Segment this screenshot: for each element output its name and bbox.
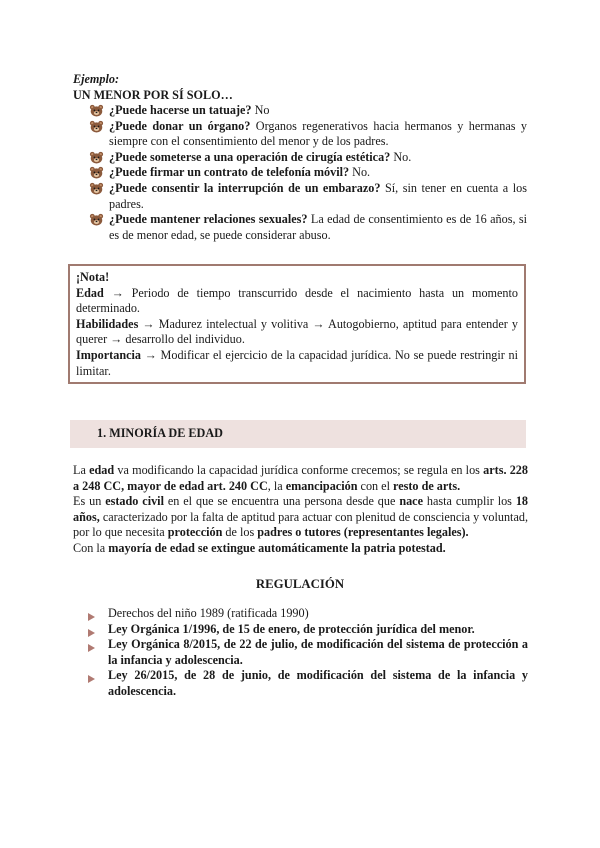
question-text: ¿Puede hacerse un tatuaje? (109, 103, 252, 117)
answer-text: Sí, sin tener en cuenta a los padres. (109, 180, 527, 211)
question-list (89, 103, 527, 243)
bear-bullet-icon (89, 120, 104, 133)
text-run: La (73, 463, 90, 477)
regulation-list (88, 606, 528, 700)
text-run: 18 años, (73, 494, 529, 524)
note-box (68, 264, 526, 384)
question-text: ¿Puede firmar un contrato de telefonía móvil? (109, 165, 350, 180)
question-text: ¿Puede donar un órgano? (109, 118, 251, 133)
note-definition: → Modificar el ejercicio de la capacidad jurídica. No se puede restringir ni limitar. (76, 347, 518, 378)
question-text: ¿Puede someterse a una operación de cirugía estética? (109, 149, 391, 164)
example-header (73, 72, 533, 103)
list-item (89, 103, 527, 119)
note-definition: → Periodo de tiempo transcurrido desde el nacimiento hasta un momento determinado. (76, 285, 518, 316)
regulation-text: Derechos del niño 1989 (ratificada 1990) (108, 606, 309, 620)
regulation-title: REGULACIÓN (255, 577, 345, 591)
bear-bullet-icon (89, 166, 104, 179)
note-item-habilidades (76, 317, 518, 348)
text-run: en el que se encuentra una persona desde que (163, 494, 400, 509)
regulation-text: Ley Orgánica 8/2015, de 22 de julio, de modificación del sistema de protección a la infancia y adolescencia. (108, 637, 528, 667)
triangle-bullet-icon (88, 610, 95, 618)
list-item (89, 181, 527, 212)
text-run: va modificando la capacidad jurídica conforme crecemos; se regula en los (114, 463, 484, 477)
text-run: padres o tutores (representantes legales). (257, 525, 469, 540)
example-label: Ejemplo: (73, 72, 120, 86)
body-text (73, 463, 528, 557)
answer-text: No (251, 103, 270, 117)
list-item (89, 212, 527, 243)
text-run: , la (267, 478, 286, 493)
bear-bullet-icon (89, 182, 104, 195)
text-run: Con la (73, 540, 109, 555)
text-run: mayoría de edad se extingue automáticamente la patria potestad. (108, 540, 446, 555)
list-item (89, 119, 527, 150)
text-run: edad (89, 463, 115, 477)
section-heading-bar (70, 420, 526, 448)
triangle-bullet-icon (88, 641, 95, 649)
note-term: Edad (76, 285, 104, 300)
text-run: Es un (73, 494, 106, 509)
triangle-bullet-icon (88, 626, 95, 634)
text-run: nace (399, 494, 424, 509)
list-item (89, 165, 527, 181)
list-item (88, 637, 528, 668)
answer-text: No. (349, 165, 371, 180)
paragraph (73, 463, 528, 494)
note-title: ¡Nota! (76, 270, 110, 284)
example-title: UN MENOR POR SÍ SOLO… (73, 87, 233, 102)
question-text: ¿Puede consentir la interrupción de un embarazo? (109, 180, 381, 195)
bear-bullet-icon (89, 104, 104, 117)
text-run: caracterizado por la falta de aptitud para actuar con plenitud de consciencia y voluntad, por lo que necesita (73, 509, 528, 540)
note-definition: → Madurez intelectual y volitiva → Autogobierno, aptitud para entender y querer → desarrollo del individuo. (76, 316, 518, 347)
list-item (89, 150, 527, 166)
triangle-bullet-icon (88, 672, 95, 680)
note-item-edad (76, 286, 518, 317)
bear-bullet-icon (89, 151, 104, 164)
regulation-text: Ley 26/2015, de 28 de junio, de modificación del sistema de la infancia y adolescencia. (108, 668, 528, 698)
note-term: Habilidades (76, 316, 139, 331)
bear-bullet-icon (89, 213, 104, 226)
answer-text: No. (390, 149, 412, 164)
text-run: protección (167, 525, 223, 540)
text-run: con el (357, 478, 394, 493)
text-run: estado civil (105, 494, 164, 509)
section-heading: 1. MINORÍA DE EDAD (97, 426, 223, 440)
note-item-importancia (76, 348, 518, 379)
text-run: de los (222, 525, 258, 540)
text-run: emancipación (285, 478, 358, 493)
list-item (88, 622, 528, 638)
list-item (88, 668, 528, 699)
answer-text: Organos regenerativos hacia hermanos y hermanas y siempre con el consentimiento del menor y de los padres. (109, 118, 527, 149)
regulation-text: Ley Orgánica 1/1996, de 15 de enero, de protección jurídica del menor. (108, 621, 475, 636)
paragraph (73, 541, 528, 557)
answer-text: La edad de consentimiento es de 16 años, si es de menor edad, se puede considerar abuso. (109, 212, 527, 242)
paragraph (73, 494, 528, 541)
text-run: hasta cumplir los (423, 494, 516, 509)
question-text: ¿Puede mantener relaciones sexuales? (109, 212, 308, 227)
list-item (88, 606, 528, 622)
note-term: Importancia (76, 347, 141, 362)
text-run: arts. 228 a 248 CC, mayor de edad art. 240 CC (73, 463, 528, 493)
text-run: resto de arts. (393, 478, 461, 493)
